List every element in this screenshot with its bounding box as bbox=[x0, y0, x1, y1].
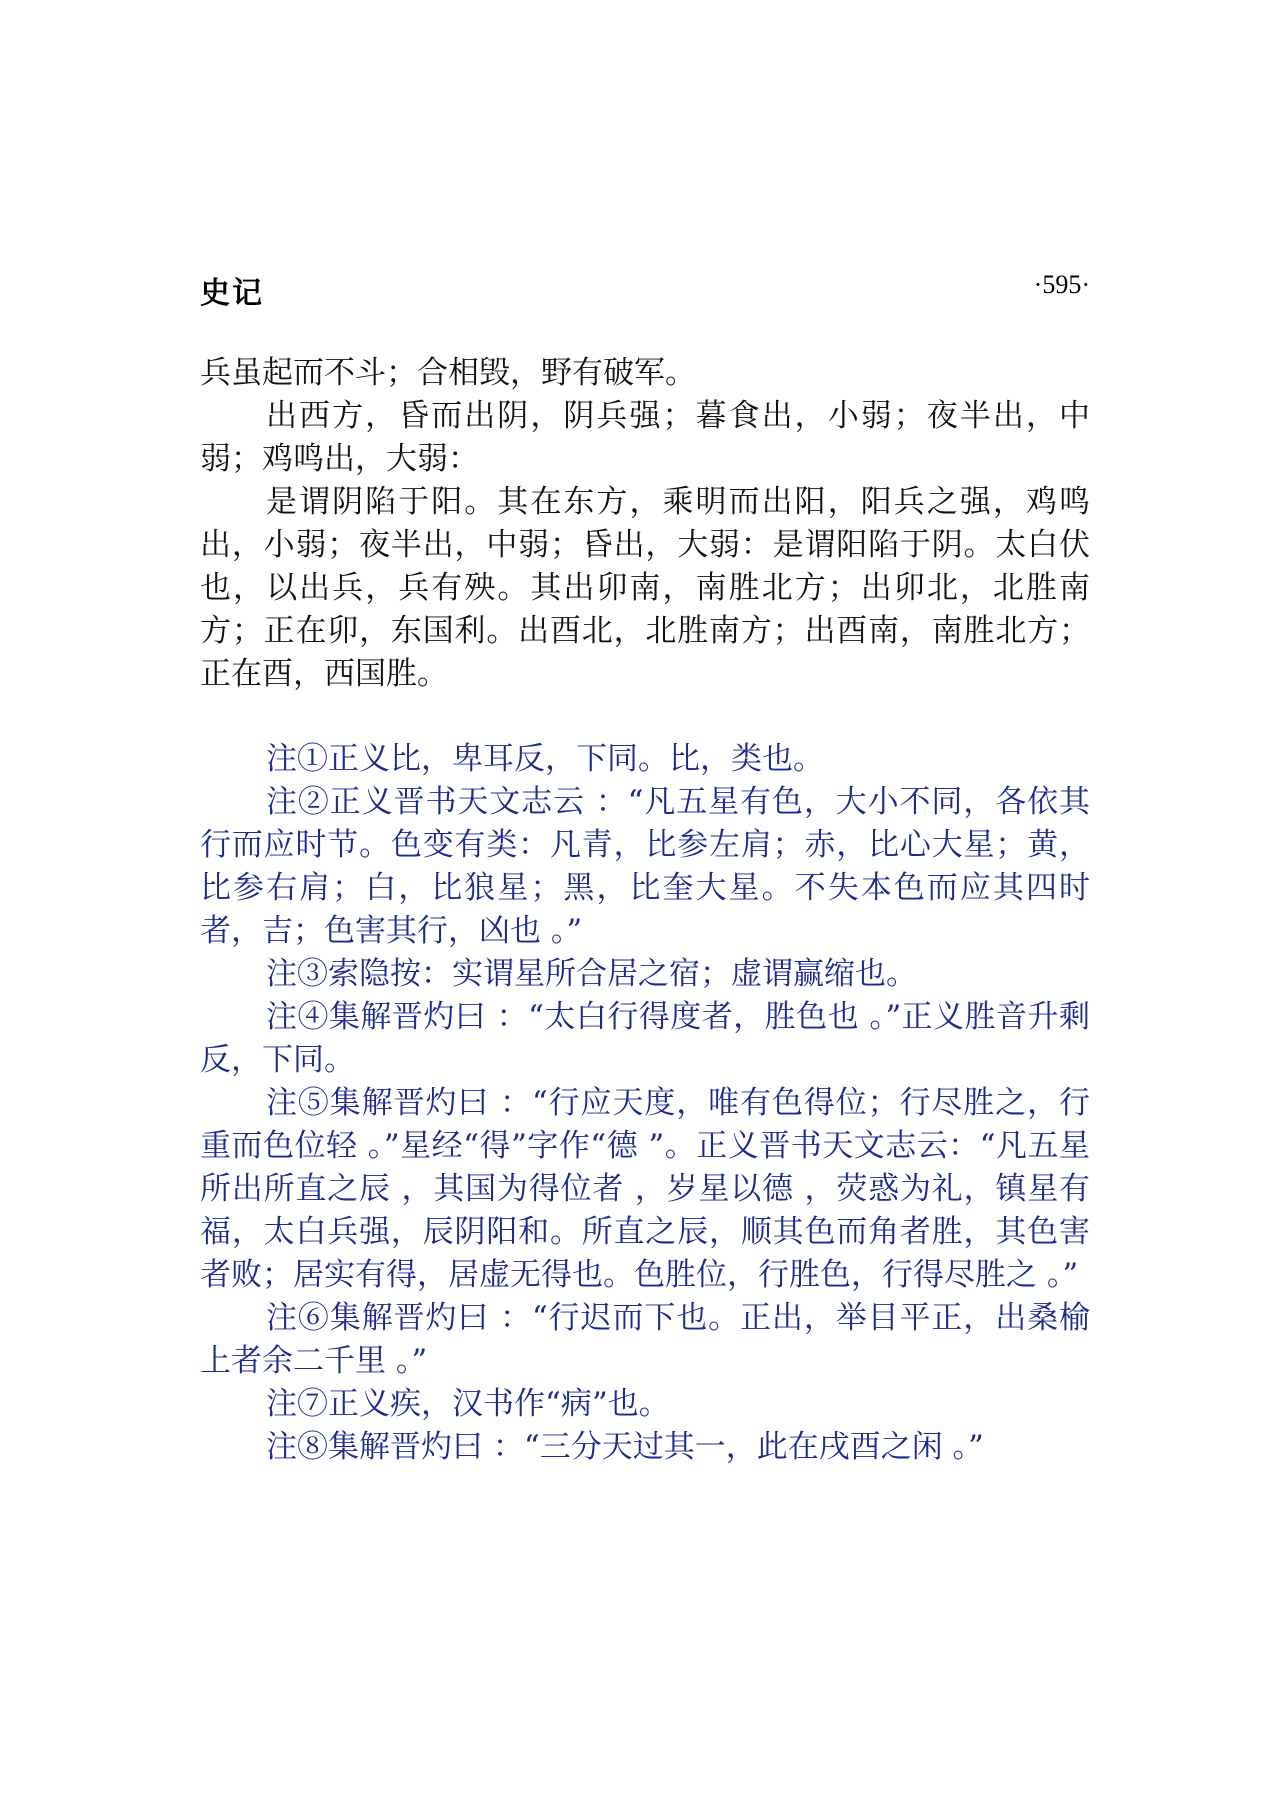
note-5: 注⑤集解晋灼曰 ：“行应天度，唯有色得位；行尽胜之，行重而色位轻 。”星经“得”字作“德 ”。正义晋书天文志云：“凡五星所出所直之辰 ，其国为得位者 ，岁星以德 ，荧惑为礼，镇星有福，太白兵强，辰阴阳和。所直之辰，顺其色而角者胜，其色害者败；居实有得，居虚无得也。色胜位，行胜色，行得尽胜之 。” bbox=[200, 1085, 1090, 1293]
note-4: 注④集解晋灼曰 ：“太白行得度者，胜色也 。”正义胜音升剩反，下同。 bbox=[200, 999, 1090, 1078]
text-paragraph: 是谓阴陷于阳。其在东方，乘明而出阳，阳兵之强，鸡鸣出，小弱；夜半出，中弱；昏出，大弱：是谓阳陷于阴。太白伏也，以出兵，兵有殃。其出卯南，南胜北方；出卯北，北胜南方；正在卯，东国利。出酉北，北胜南方；出酉南，南胜北方；正在酉，西国胜。 bbox=[200, 484, 1090, 692]
note-8: 注⑧集解晋灼曰 ：“三分天过其一，此在戌酉之闲 。” bbox=[266, 1429, 984, 1465]
note-7: 注⑦正义疾，汉书作“病”也。 bbox=[266, 1386, 670, 1422]
page-header bbox=[200, 268, 1090, 311]
note-3: 注③索隐按：实谓星所合居之宿；虚谓赢缩也。 bbox=[266, 956, 917, 992]
page-number: ·595· bbox=[1033, 270, 1090, 299]
book-title: 史记 bbox=[200, 276, 264, 311]
text-paragraph: 出西方，昏而出阴，阴兵强；暮食出，小弱；夜半出，中弱；鸡鸣出，大弱： bbox=[200, 398, 1090, 477]
annotations bbox=[200, 738, 1090, 1469]
text-paragraph: 兵虽起而不斗；合相毁，野有破军。 bbox=[200, 355, 696, 391]
note-2: 注②正义晋书天文志云 ：“凡五星有色，大小不同，各依其行而应时节。色变有类：凡青，比参左肩；赤，比心大星；黄，比参右肩；白，比狼星；黑，比奎大星。不失本色而应其四时者，吉；色害其行，凶也 。” bbox=[200, 784, 1090, 949]
note-6: 注⑥集解晋灼曰 ：“行迟而下也。正出，举目平正，出桑榆上者余二千里 。” bbox=[200, 1300, 1090, 1379]
main-text bbox=[200, 352, 1090, 696]
document-page bbox=[200, 0, 1090, 1795]
note-1: 注①正义比，卑耳反，下同。比，类也。 bbox=[266, 741, 824, 777]
